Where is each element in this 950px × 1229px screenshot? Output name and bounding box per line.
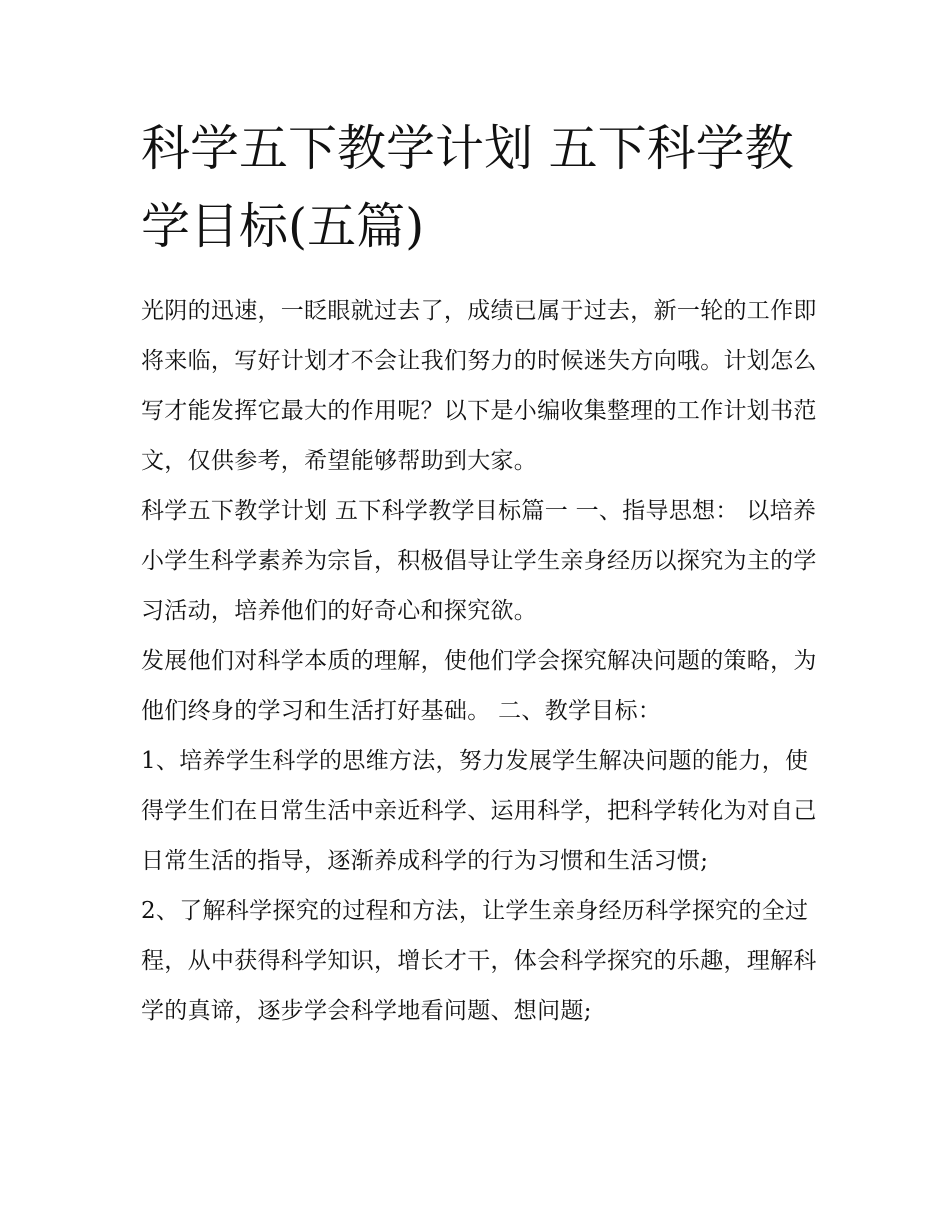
document-body bbox=[141, 110, 821, 1036]
paragraph-goal-2: 2、了解科学探究的过程和方法，让学生亲身经历科学探究的全过程，从中获得科学知识，增长才干，体会科学探究的乐趣，理解科学的真谛，逐步学会科学地看问题、想问题; bbox=[141, 898, 817, 1024]
paragraph-guiding-ideology: 科学五下教学计划 五下科学教学目标篇一 一、指导思想： 以培养小学生科学素养为宗旨，积极倡导让学生亲身经历以探究为主的学习活动，培养他们的好奇心和探究欲。 bbox=[141, 498, 817, 624]
paragraph-teaching-goals: 发展他们对科学本质的理解，使他们学会探究解决问题的策略，为他们终身的学习和生活打好基础。 二、教学目标： bbox=[141, 648, 817, 724]
document-title: 科学五下教学计划 五下科学教学目标(五篇) bbox=[141, 120, 794, 255]
paragraph-intro: 光阴的迅速，一眨眼就过去了，成绩已属于过去，新一轮的工作即将来临，写好计划才不会让我们努力的时候迷失方向哦。计划怎么写才能发挥它最大的作用呢？以下是小编收集整理的工作计划书范文，仅供参考，希望能够帮助到大家。 bbox=[141, 298, 817, 474]
paragraph-goal-1: 1、培养学生科学的思维方法，努力发展学生解决问题的能力，使得学生们在日常生活中亲近科学、运用科学，把科学转化为对自己日常生活的指导，逐渐养成科学的行为习惯和生活习惯; bbox=[141, 748, 817, 874]
